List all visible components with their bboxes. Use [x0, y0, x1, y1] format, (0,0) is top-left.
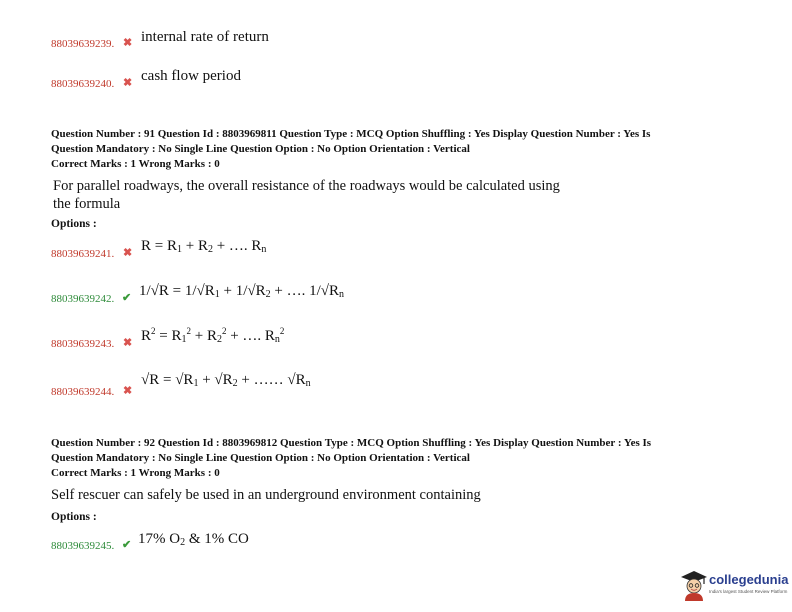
option-id: 88039639244. [51, 386, 115, 398]
wrong-mark-icon: ✖ [123, 385, 133, 397]
question-text: For parallel roadways, the overall resistance of the roadways would be calculated using [53, 178, 560, 194]
collegedunia-logo [680, 567, 790, 603]
wrong-mark-icon: ✖ [123, 37, 133, 49]
option-id: 88039639243. [51, 338, 115, 350]
question-text: Self rescuer can safely be used in an underground environment containing [51, 487, 481, 503]
option-text-gas-mix: 17% $O_2$ & 1% CO [138, 531, 249, 548]
correct-mark-icon: ✔ [122, 539, 132, 551]
logo-wordmark: collegedunia [709, 572, 789, 587]
option-id: 88039639242. [51, 293, 115, 305]
question-marks-line: Correct Marks : 1 Wrong Marks : 0 [51, 158, 220, 170]
options-label: Options : [51, 511, 97, 523]
option-id: 88039639240. [51, 78, 115, 90]
question-meta-line: Question Number : 92 Question Id : 8803969812 Question Type : MCQ Option Shuffling : Yes Display Question Number : Yes Is [51, 437, 652, 449]
option-text: cash flow period [141, 68, 241, 84]
question-meta-line: Question Mandatory : No Single Line Question Option : No Option Orientation : Vertical [51, 452, 470, 464]
logo-tagline: India's largest Student Review Platform [709, 589, 788, 594]
option-id: 88039639245. [51, 540, 115, 552]
formula-reciprocal-root: $1/√R = 1/√R_1 + 1/√R_2$ + …. $1/√R_n$ [139, 283, 345, 300]
option-text: internal rate of return [141, 29, 269, 45]
question-marks-line: Correct Marks : 1 Wrong Marks : 0 [51, 467, 220, 479]
option-id: 88039639239. [51, 38, 115, 50]
question-meta-line: Question Mandatory : No Single Line Question Option : No Option Orientation : Vertical [51, 143, 470, 155]
option-id: 88039639241. [51, 248, 115, 260]
formula-roots: $√R = √R_1 + √R_2$ + …… $√R_n$ [141, 372, 311, 389]
wrong-mark-icon: ✖ [123, 77, 133, 89]
options-label: Options : [51, 218, 97, 230]
formula-sum: $R = R_1 + R_2$ + …. $R_n$ [141, 238, 267, 255]
question-meta-line: Question Number : 91 Question Id : 8803969811 Question Type : MCQ Option Shuffling : Yes Display Question Number : Yes Is [51, 128, 651, 140]
wrong-mark-icon: ✖ [123, 247, 133, 259]
formula-squares: $R^2 = R_1^2 + R_2^2$ + …. $R_n^2$ [141, 326, 285, 345]
correct-mark-icon: ✔ [122, 292, 132, 304]
wrong-mark-icon: ✖ [123, 337, 133, 349]
question-text: the formula [53, 196, 121, 212]
graduate-avatar-icon [680, 569, 708, 601]
